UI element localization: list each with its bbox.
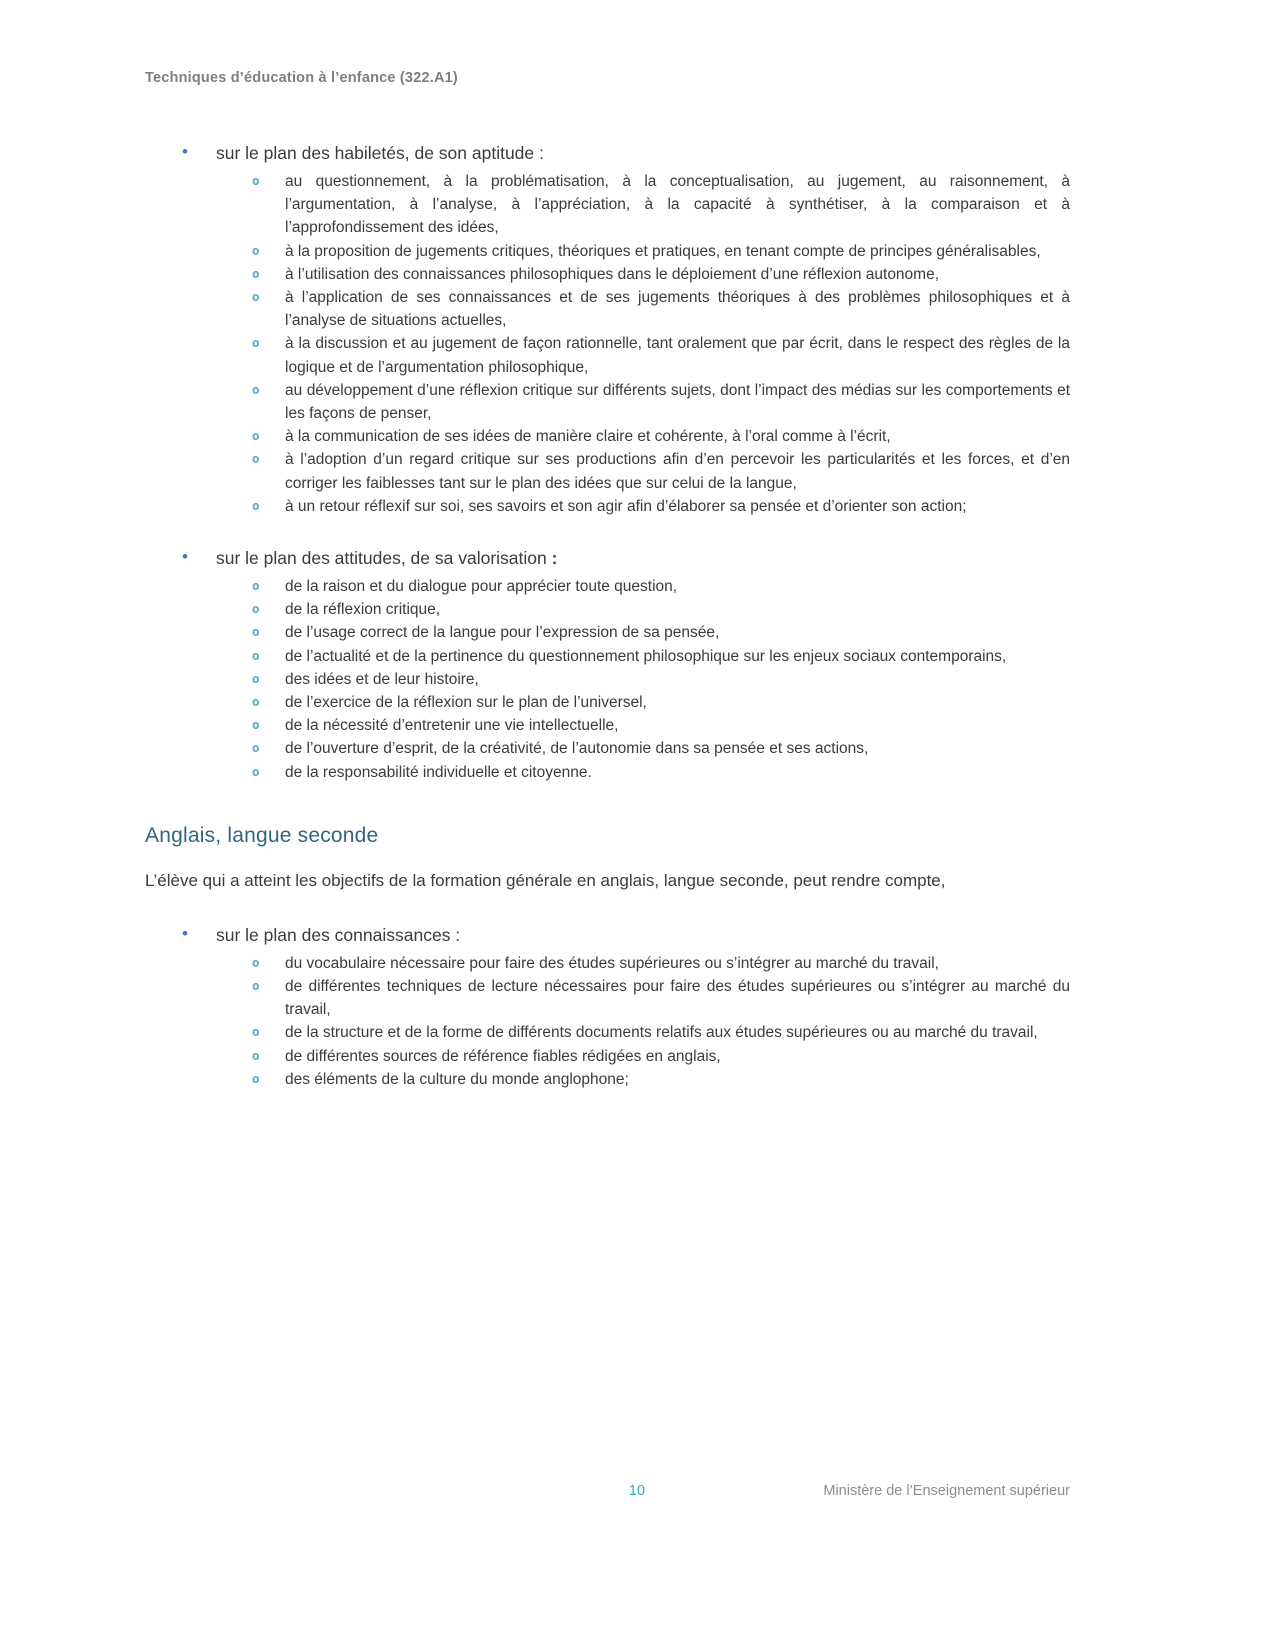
circle-bullet-icon: o [252,624,260,640]
circle-bullet-icon: o [252,763,260,779]
circle-bullet-icon: o [252,1047,260,1063]
list-item [145,952,1070,975]
list-item-text: de l’usage correct de la langue pour l’expression de sa pensée, [285,624,720,642]
bullet-group [145,922,1070,1091]
list-item-text: de la réflexion critique, [285,601,441,619]
list-item-text: à un retour réflexif sur soi, ses savoirs et son agir afin d’élaborer sa pensée et d’orienter son action; [285,497,967,515]
bullet-heading [145,922,1070,948]
section-heading: Anglais, langue seconde [145,823,379,847]
circle-bullet-icon: o [252,451,260,467]
list-item [145,495,1070,518]
list-item [145,737,1070,760]
list-item-text: à la proposition de jugements critiques, théoriques et pratiques, en tenant compte de principes généralisables, [285,242,1041,260]
list-item [145,691,1070,714]
list-item [145,575,1070,598]
bullet-heading-label: sur le plan des attitudes, de sa valorisation [216,548,547,569]
list-item-text: à la communication de ses idées de manière claire et cohérente, à l’oral comme à l’écrit, [285,428,891,446]
list-item-text: à l’utilisation des connaissances philosophiques dans le déploiement d’une réflexion autonome, [285,265,940,283]
list-item [145,286,1070,332]
footer-ministry: Ministère de l’Enseignement supérieur [823,1483,1070,1499]
bullet-dot-icon: • [182,142,188,161]
circle-bullet-icon: o [252,265,260,281]
circle-bullet-icon: o [252,717,260,733]
list-item-text: de différentes sources de référence fiables rédigées en anglais, [285,1047,721,1065]
list-item-text: du vocabulaire nécessaire pour faire des études supérieures ou s’intégrer au marché du travail, [285,954,939,972]
list-item [145,714,1070,737]
bullet-group [145,545,1070,784]
list-item-text: à l’adoption d’un regard critique sur ses productions afin d’en percevoir les particularités et les forces, et d’en corriger les faiblesses tant sur le plan des idées que sur celui de la langue, [285,451,1070,492]
circle-bullet-icon: o [252,1070,260,1086]
list-item [145,425,1070,448]
list-item [145,1045,1070,1068]
list-item-text: de la responsabilité individuelle et citoyenne. [285,763,592,781]
page-footer [145,1483,1070,1499]
list-item [145,598,1070,621]
bullet-heading-colon: : [546,548,558,569]
circle-bullet-icon: o [252,978,260,994]
list-item [145,240,1070,263]
list-item [145,379,1070,425]
document-content [145,140,1070,1118]
bullet-group [145,140,1070,518]
list-item [145,448,1070,494]
list-item [145,332,1070,378]
list-item-text: des éléments de la culture du monde anglophone; [285,1070,629,1088]
bullet-heading-label: sur le plan des connaissances : [216,924,461,945]
header-title: Techniques d’éducation à l’enfance (322.A1) [145,70,458,86]
list-item [145,1021,1070,1044]
list-item [145,1068,1070,1091]
paragraph: L’élève qui a atteint les objectifs de la formation générale en anglais, langue seconde, peut rendre compte, [145,870,946,890]
list-item-text: de l’actualité et de la pertinence du questionnement philosophique sur les enjeux sociaux contemporains, [285,647,1007,665]
list-item-text: de la raison et du dialogue pour apprécier toute question, [285,578,678,596]
list-item [145,761,1070,784]
list-item-text: des idées et de leur histoire, [285,670,479,688]
list-item-text: de la structure et de la forme de différents documents relatifs aux études supérieures ou au marché du travail, [285,1024,1038,1042]
list-item-text: de la nécessité d’entretenir une vie intellectuelle, [285,717,619,735]
circle-bullet-icon: o [252,601,260,617]
list-item [145,263,1070,286]
bullet-heading-label: sur le plan des habiletés, de son aptitude : [216,143,544,163]
list-item [145,621,1070,644]
list-item-text: de l’ouverture d’esprit, de la créativité, de l’autonomie dans sa pensée et ses actions, [285,740,869,758]
circle-bullet-icon: o [252,578,260,594]
circle-bullet-icon: o [252,647,260,663]
page-number: 10 [628,1483,646,1499]
list-item-text: au développement d’une réflexion critique sur différents sujets, dont l’impact des médias sur les comportements et les façons de penser, [285,381,1070,423]
list-item [145,645,1070,668]
list-item [145,170,1070,240]
bullet-heading [145,545,1070,571]
circle-bullet-icon: o [252,428,260,444]
circle-bullet-icon: o [252,497,260,513]
circle-bullet-icon: o [252,694,260,710]
circle-bullet-icon: o [252,1024,260,1040]
list-item [145,975,1070,1021]
circle-bullet-icon: o [252,954,260,970]
list-item-text: de l’exercice de la réflexion sur le plan de l’universel, [285,694,647,712]
list-item-text: à l’application de ses connaissances et de ses jugements théoriques à des problèmes philosophiques et à l’analyse de situations actuelles, [285,289,1070,330]
list-item-text: à la discussion et au jugement de façon rationnelle, tant oralement que par écrit, dans le respect des règles de la logique et de l’argumentation philosophique, [285,335,1070,376]
list-item-text: au questionnement, à la problématisation, à la conceptualisation, au jugement, au raisonnement, à l’argumentation, à l’analyse, à l’appréciation, à la capacité à synthétiser, à la comparaison et à l’approfondissement des idées, [285,173,1070,237]
page-header [145,70,1070,86]
bullet-dot-icon: • [182,923,188,943]
circle-bullet-icon: o [252,289,260,305]
list-item-text: de différentes techniques de lecture nécessaires pour faire des études supérieures ou s’intégrer au marché du travail, [285,978,1070,1019]
circle-bullet-icon: o [252,335,260,351]
list-item [145,668,1070,691]
circle-bullet-icon: o [252,670,260,686]
circle-bullet-icon: o [252,242,260,258]
circle-bullet-icon: o [252,740,260,756]
circle-bullet-icon: o [252,173,260,188]
bullet-heading [145,140,1070,166]
bullet-dot-icon: • [182,547,188,567]
circle-bullet-icon: o [252,381,260,397]
